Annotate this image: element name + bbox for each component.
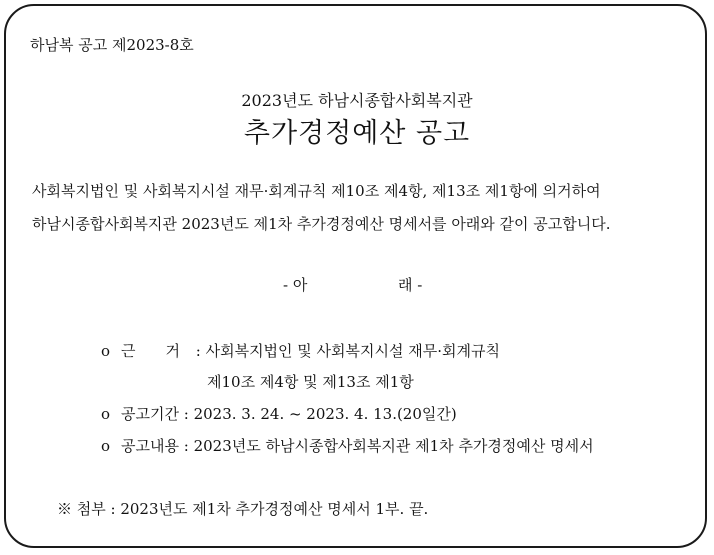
- item-value: 2023. 3. 24. ~ 2023. 4. 13.(20일간): [193, 405, 457, 423]
- body-text-line-2: 하남시종합사회복지관 2023년도 제1차 추가경정예산 명세서를 아래와 같이 공고합니다.: [32, 215, 611, 233]
- body-text-line-1: 사회복지법인 및 사회복지시설 재무·회계규칙 제10조 제4항, 제13조 제1항에 의거하여: [32, 182, 601, 200]
- section-heading-right: 래 -: [398, 276, 423, 294]
- item-label-part-2: 거: [165, 342, 180, 360]
- item-separator: :: [178, 437, 194, 455]
- bullet-marker: o: [101, 437, 111, 455]
- item-value: 2023년도 하남시종합사회복지관 제1차 추가경정예산 명세서: [193, 437, 594, 455]
- item-separator: :: [178, 405, 194, 423]
- list-item-content: [101, 435, 594, 456]
- section-heading-left: - 아: [283, 276, 308, 294]
- item-label-part-1: 근: [121, 342, 136, 360]
- list-item-basis-continuation: 제10조 제4항 및 제13조 제1항: [207, 373, 414, 391]
- item-label: [121, 340, 191, 361]
- bullet-marker: o: [101, 342, 111, 360]
- attachment-note: ※ 첨부 : 2023년도 제1차 추가경정예산 명세서 1부. 끝.: [57, 500, 429, 518]
- list-item-period: [101, 403, 457, 424]
- list-item-basis: [101, 340, 500, 361]
- item-value: 사회복지법인 및 사회복지시설 재무·회계규칙: [205, 342, 500, 360]
- document-border: [4, 4, 707, 548]
- document-number: 하남복 공고 제2023-8호: [30, 36, 194, 54]
- item-label: 공고기간: [121, 405, 179, 423]
- bullet-marker: o: [101, 405, 111, 423]
- item-label: 공고내용: [121, 437, 179, 455]
- item-separator: :: [191, 342, 206, 360]
- organization-line: 2023년도 하남시종합사회복지관: [241, 91, 473, 110]
- notice-title: 추가경정예산 공고: [243, 118, 471, 149]
